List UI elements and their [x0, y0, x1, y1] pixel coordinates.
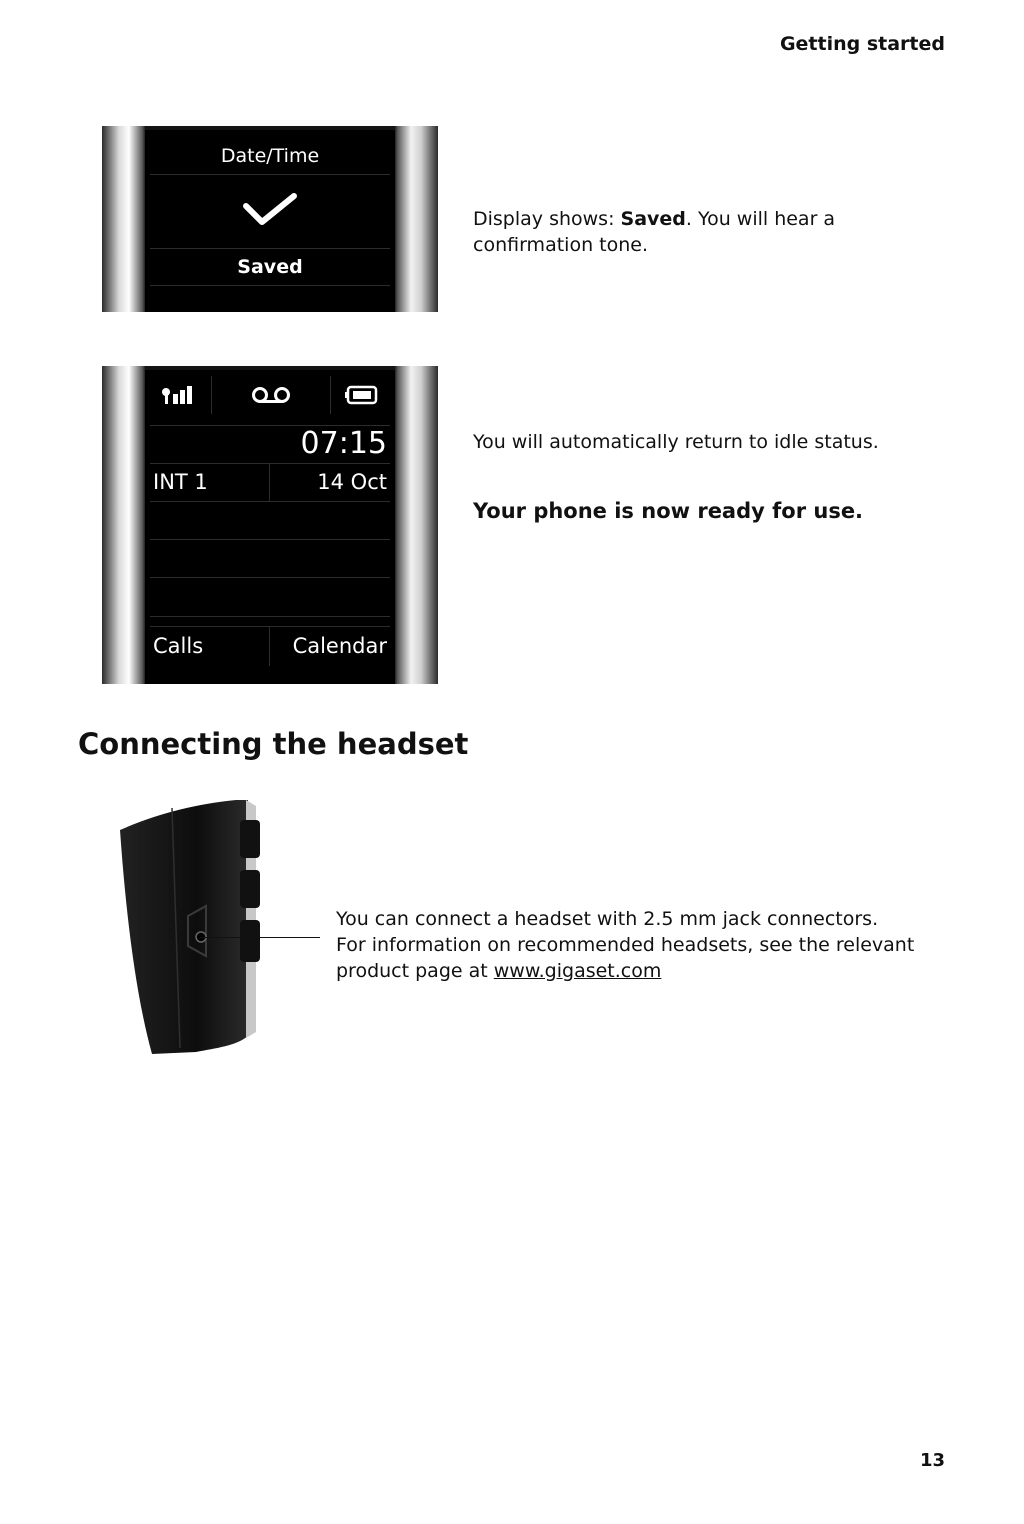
voicemail-icon — [211, 376, 331, 414]
headset-description: You can connect a headset with 2.5 mm jack connectors. For information on recommended headsets, see the relevant product page at www.gigaset.com — [336, 908, 915, 982]
battery-icon — [329, 376, 395, 414]
phone-display-idle — [102, 366, 438, 684]
handset-name: INT 1 — [153, 470, 208, 494]
callout-line — [200, 937, 320, 938]
phone-screen — [145, 130, 395, 312]
idle-status-description: You will automatically return to idle status. — [473, 431, 879, 453]
softkey-calls: Calls — [153, 634, 204, 658]
clock-time: 07:15 — [300, 426, 387, 461]
divider — [150, 501, 390, 502]
divider — [269, 626, 270, 666]
step-saved-description: Display shows: Saved. You will hear a confirmation tone. — [473, 208, 836, 256]
signal-icon — [145, 376, 211, 414]
divider — [150, 577, 390, 578]
divider — [269, 463, 270, 501]
running-header: Getting started — [779, 33, 945, 55]
saved-status: Saved — [150, 248, 390, 286]
gigaset-link[interactable]: www.gigaset.com — [493, 960, 662, 982]
handset-side-illustration — [96, 796, 356, 1066]
divider — [150, 539, 390, 540]
current-date: 14 Oct — [317, 470, 387, 494]
section-heading: Connecting the headset — [78, 727, 469, 761]
page-number: 13 — [919, 1450, 945, 1471]
phone-screen — [145, 370, 395, 684]
divider — [150, 626, 390, 627]
softkey-calendar: Calendar — [292, 634, 387, 658]
checkmark-icon — [145, 192, 395, 232]
divider — [150, 463, 390, 464]
phone-display-saved — [102, 126, 438, 312]
divider — [150, 616, 390, 617]
ready-statement: Your phone is now ready for use. — [473, 499, 864, 523]
screen-title: Date/Time — [150, 138, 390, 175]
